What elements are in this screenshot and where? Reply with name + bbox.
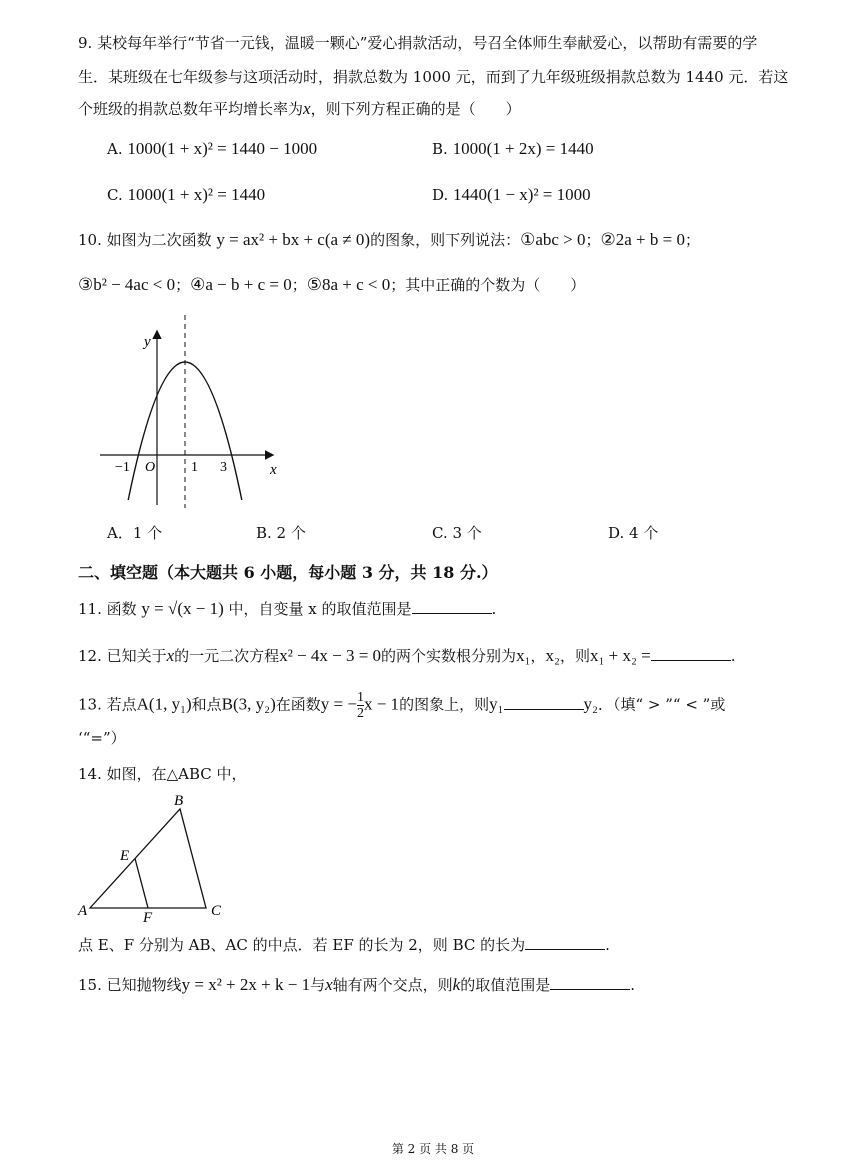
q11-answer-blank[interactable] [412,613,492,614]
q13-frac-den: 2 [356,706,364,721]
q9-line-1: 9. 某校每年举行“节省一元钱，温暖一颗心”爱心捐款活动，号召全体师生奉献爱心，以帮助有需要的学 [78,34,758,52]
q14-line-1: 14. 如图，在△ABC 中， [78,765,247,783]
q14-end: . [605,936,610,954]
q10-option-b[interactable]: B. 2 个 [256,524,306,542]
q10-statement-4: ④a − b + c = 0 [190,275,292,294]
q15-answer-blank[interactable] [550,989,630,990]
q9-option-a-label: A. [107,140,123,158]
graph-tick-neg1: −1 [115,460,130,475]
q13-func-rhs: x − 1 [363,694,400,714]
q11-end: . [491,600,497,618]
q10-sep-4: ； [291,276,307,294]
q12-var-x: x [166,646,175,665]
q10-option-c[interactable]: C. 3 个 [432,524,482,542]
q9-line-3-text-a: 个班级的捐款总数年平均增长率为 [78,100,304,118]
q14-triangle-figure [75,790,235,925]
q9-option-b-expr: 1000(1 + 2x) = 1440 [452,139,594,158]
q10-parabola-graph [90,310,290,510]
q15-text-b: 与 [310,976,326,994]
q10-sep-1: ； [585,231,601,249]
q9-option-d[interactable] [432,185,591,205]
q10-option-d[interactable]: D. 4 个 [608,524,659,542]
q12-comma: ， [530,647,546,665]
q13-point-b: B(3, y₂) [221,694,276,714]
q9-option-c-expr: 1000(1 + x)² = 1440 [127,185,266,204]
q15-text-d: 的取值范围是 [460,976,551,994]
q9-option-d-expr: 1440(1 − x)² = 1000 [453,185,591,204]
q13-text-c: 在函数 [275,695,321,714]
graph-tick-1: 1 [191,460,198,475]
graph-y-label: y [144,334,151,350]
q9-option-b-label: B. [432,140,448,158]
q13-point-a: A(1, y₁) [136,694,192,714]
label-e: E [120,848,130,864]
q12-equation: x² − 4x − 3 = 0 [279,646,382,665]
q13-text-e: ．（填“ > ”“ < ”或 [597,695,726,714]
q13-answer-blank[interactable] [504,709,584,710]
graph-origin-label: O [145,460,156,475]
q10-option-a[interactable]: A．1 个 [107,524,163,542]
q14-text: 点 E、F 分别为 AB、AC 的中点．若 EF 的长为 2，则 BC 的长为 [78,936,526,954]
label-c: C [211,903,222,919]
q10-line-1-text-b: 的图象，则下列说法： [370,231,521,249]
q15-var-k: k [452,975,461,994]
q12-end: . [730,647,736,665]
q10-line-2-end: ；其中正确的个数为（ ） [390,276,586,294]
page-footer: 第 2 页 共 8 页 [391,1142,475,1156]
q13-text-a: 13. 若点 [78,695,137,714]
q13-line-2: ‘“=”） [78,729,126,747]
q12-line [78,646,736,666]
q10-sep-2: ； [684,231,700,249]
q11-text-b: 中，自变量 x 的取值范围是 [228,600,412,618]
q13-func-lhs: y = − [320,694,357,714]
q13-text-b: 和点 [191,695,222,714]
q9-option-c[interactable] [107,185,265,205]
label-b: B [174,793,184,809]
q10-line-2 [78,275,585,295]
q10-statement-2: ②2a + b = 0 [600,230,685,249]
graph-x-label: x [270,462,277,478]
label-f: F [143,910,153,925]
q10-sep-3: ； [175,276,191,294]
q13-line-1 [78,690,725,721]
q10-line-1 [78,230,700,250]
q11-line [78,599,496,619]
q12-text-d: ，则 [559,647,590,665]
q15-var-x: x [325,975,333,994]
q12-text-a: 12. 已知关于 [78,647,167,665]
q10-statement-1: ①abc > 0 [520,230,586,249]
q14-line-2 [78,935,610,955]
q15-line [78,975,635,995]
q13-text-d: 的图象上，则 [399,695,490,714]
q15-end: . [630,976,635,994]
q9-variable-x: x [303,99,311,118]
triangle-abc [90,809,206,908]
q15-text-a: 15. 已知抛物线 [78,976,182,994]
q13-frac-num: 1 [356,690,364,705]
q10-function-expr: y = ax² + bx + c(a ≠ 0) [216,230,371,249]
label-a: A [78,903,88,919]
graph-tick-3: 3 [220,460,227,475]
q9-option-a-expr: 1000(1 + x)² = 1440 − 1000 [127,139,318,158]
q9-option-c-label: C. [107,186,123,204]
q15-text-c: 轴有两个交点，则 [332,976,453,994]
q13-fraction [357,690,364,721]
q14-answer-blank[interactable] [525,949,605,950]
q9-line-3-text-b: ，则下列方程正确的是（ ） [310,100,521,118]
q13-y1: y₁ [489,694,504,714]
q11-text-a: 11. 函数 [78,600,137,618]
q12-text-b: 的一元二次方程 [174,647,280,665]
q12-root-1: x₁ [516,646,531,665]
section-2-title: 二、填空题（本大题共 6 小题，每小题 3 分，共 18 分.） [78,563,498,582]
q9-option-d-label: D. [432,186,449,204]
q10-line-1-text-a: 10. 如图为二次函数 [78,231,212,249]
q11-expr: y = √(x − 1) [141,599,224,618]
q12-root-2: x₂ [545,646,560,665]
q9-line-2: 生．某班级在七年级参与这项活动时，捐款总数为 1000 元，而到了九年级班级捐款总数为 1440 元．若这 [78,68,789,86]
q10-statement-3: ③b² − 4ac < 0 [78,275,176,294]
segment-ef [135,859,148,909]
q9-option-a[interactable] [107,139,317,159]
q12-sum: x₁ + x₂ = [589,646,651,665]
q12-answer-blank[interactable] [651,660,731,661]
q15-expr: y = x² + 2x + k − 1 [181,975,311,994]
q13-y2: y₂ [583,694,598,714]
q12-text-c: 的两个实数根分别为 [381,647,517,665]
q10-statement-5: ⑤8a + c < 0 [306,275,391,294]
q9-option-b[interactable] [432,139,594,159]
q9-line-3 [78,99,521,119]
